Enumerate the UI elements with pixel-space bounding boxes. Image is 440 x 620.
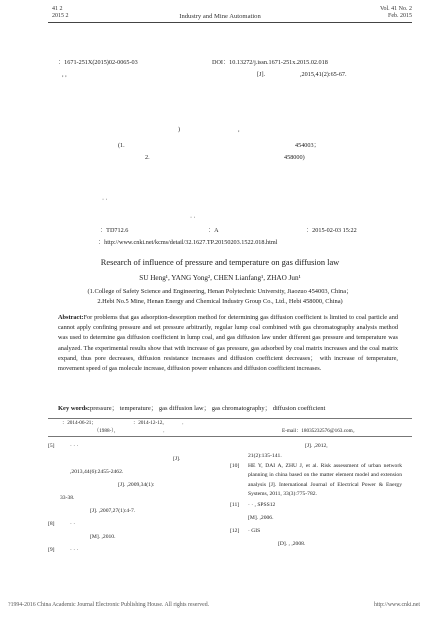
ref-number: [12]: [230, 528, 240, 535]
affiliation-cn-1: (1.: [118, 142, 125, 149]
ref-right-3: [230, 501, 402, 514]
ref-text: · · , SPSS12: [248, 502, 276, 509]
ref-right-2: [230, 462, 402, 499]
ref-left-7: [48, 533, 228, 546]
ref-text: 21(2):135-141.: [248, 453, 282, 459]
issn-line: ：1671-251X(2015)02-0065-03: [58, 59, 138, 66]
footnote-dot: ．: [182, 420, 188, 426]
ref-number: [10]: [230, 463, 240, 469]
ref-text: [D]. , ,2008.: [278, 541, 306, 548]
online-url: ：http://www.cnki.net/kcms/detail/32.1627.TP.20150203.1522.018.html: [98, 239, 278, 246]
citation-issue: ,2015,41(2):65-67.: [300, 71, 347, 78]
footnote-bottom-rule: [48, 436, 412, 437]
ref-text: [M]. ,2006.: [248, 515, 274, 522]
abstract-label: Abstract:: [58, 314, 84, 321]
ref-text: [J]. ,2012,: [305, 443, 328, 449]
ref-left-0: [48, 442, 228, 455]
ref-left-4: [48, 494, 228, 507]
ref-right-6: [230, 540, 402, 553]
abstract-text: For problems that gas adsorption-desorption method for determining gas diffusion coefficient is limited to coal particle and cannot apply confining pressure and set pressure arbitrarily, regular lump coal combined with gas chromatography analysis method was used to determine gas diffusion coefficient in lump coal, and gas diffusion law under different gas pressure and temperature was analyzed. The experimental results show that with increase of gas pressure, gas adsorbed by coal matrix increases and the coal matrix expand, thus pore decreases, diffusion resistance increases and diffusion coefficient decreases； with increase of temperature, movement speed of gas molecule increase, diffusion power enhances and diffusion coefficient increases.: [58, 314, 398, 373]
footnote-received: ：2014-06-21；: [62, 420, 97, 426]
ref-left-2: [48, 468, 228, 481]
ref-text: HE Y, DAI A, ZHU J, et al. Risk assessment of urban network planning in china based on the matter element model and extension analysis [J]. International Journal of Electrical Power & Energy Systems, 2011, 33(3):775-782.: [248, 463, 402, 497]
ref-text: [M]. ,2010.: [90, 534, 116, 540]
author-fragment-2: ,: [238, 126, 240, 133]
english-affiliation-2: 2.Hebi No.5 Mine, Henan Energy and Chemical Industry Group Co., Ltd., Hebi 458000, China): [97, 298, 343, 305]
footnote-born: （1988-），: [94, 428, 120, 434]
ref-right-0: [230, 442, 402, 452]
english-title: Research of influence of pressure and temperature on gas diffusion law: [100, 258, 340, 267]
ref-number: [5]: [48, 443, 55, 449]
footnote-rule: [48, 418, 412, 419]
ref-right-5: [230, 527, 402, 540]
affiliation-cn-2-zip: 458000): [284, 154, 305, 161]
footer-copyright: ?1994-2016 China Academic Journal Electronic Publishing House. All rights reserved.: [8, 602, 210, 608]
ref-left-8: [48, 546, 228, 559]
ref-text: [J]. ,2007,27(1):4-7.: [90, 508, 136, 514]
english-abstract: [58, 313, 398, 374]
ref-number: [8]: [48, 521, 55, 527]
citation-journal: [J].: [257, 71, 266, 78]
ref-text: · GIS: [248, 528, 261, 535]
ref-text: · ·: [70, 521, 76, 527]
ref-text: 33-38.: [60, 495, 75, 501]
author-fragment: ): [178, 126, 181, 133]
ref-number: [9]: [48, 547, 55, 553]
clc-number: ：TD712.6: [100, 227, 129, 234]
footnote-revised: ：2014-12-12。: [133, 420, 168, 426]
ref-text: [J].: [173, 456, 181, 462]
ref-right-1: [230, 452, 402, 462]
header-year: 2015 2: [52, 13, 69, 19]
ref-left-5: [48, 507, 228, 520]
english-affiliation-1: (1.College of Safety Science and Engineering, Henan Polytechnic University, Jiaozuo 454003, China；: [87, 288, 353, 295]
ref-left-6: [48, 520, 228, 533]
keywords-cn-dots: · ·: [190, 214, 196, 221]
ref-right-4: [230, 514, 402, 527]
header-journal-title: Industry and Mine Automation: [179, 13, 261, 20]
abstract-cn-dots: · ·: [102, 196, 108, 203]
ref-left-3: [48, 481, 228, 494]
ref-text: · · ·: [70, 547, 79, 553]
ref-left-1: [48, 455, 228, 468]
header-volume-en: Vol. 41 No. 2: [379, 6, 412, 12]
references-right-column: [230, 442, 402, 553]
footnote-email: E-mail：18035232576@163.com。: [282, 428, 358, 434]
keywords-text: pressure； temperature； gas diffusion law； gas chromatography； diffusion coefficient: [89, 405, 326, 412]
keywords-label: Key words:: [58, 405, 90, 412]
online-date: ：2015-02-03 15:22: [306, 227, 357, 234]
ref-number: [11]: [230, 502, 240, 509]
ref-text: · · ·: [70, 443, 79, 449]
ref-text: ,2013,44(6):2455-2462.: [70, 469, 124, 475]
header-rule: [48, 22, 412, 23]
english-authors: SU Heng¹, YANG Yong², CHEN Lianfang¹, ZHAO Jun¹: [139, 274, 301, 282]
footer-site-link[interactable]: http://www.cnki.net: [374, 602, 420, 608]
english-keywords: [58, 404, 398, 413]
doi-line: DOI：10.13272/j.issn.1671-251x.2015.02.018: [212, 59, 328, 66]
affiliation-cn-2: 2.: [145, 154, 150, 161]
header-volume: 41 2: [52, 6, 63, 12]
ref-text: [J]. ,2009,34(1):: [118, 482, 155, 488]
footnote-dot-2: ．: [163, 428, 169, 434]
affiliation-cn-1-zip: 454003；: [295, 142, 320, 149]
document-code: ：A: [208, 227, 219, 234]
header-date-en: Feb. 2015: [388, 13, 412, 19]
references-left-column: [48, 442, 228, 559]
citation-fragment: , ,: [62, 71, 67, 78]
